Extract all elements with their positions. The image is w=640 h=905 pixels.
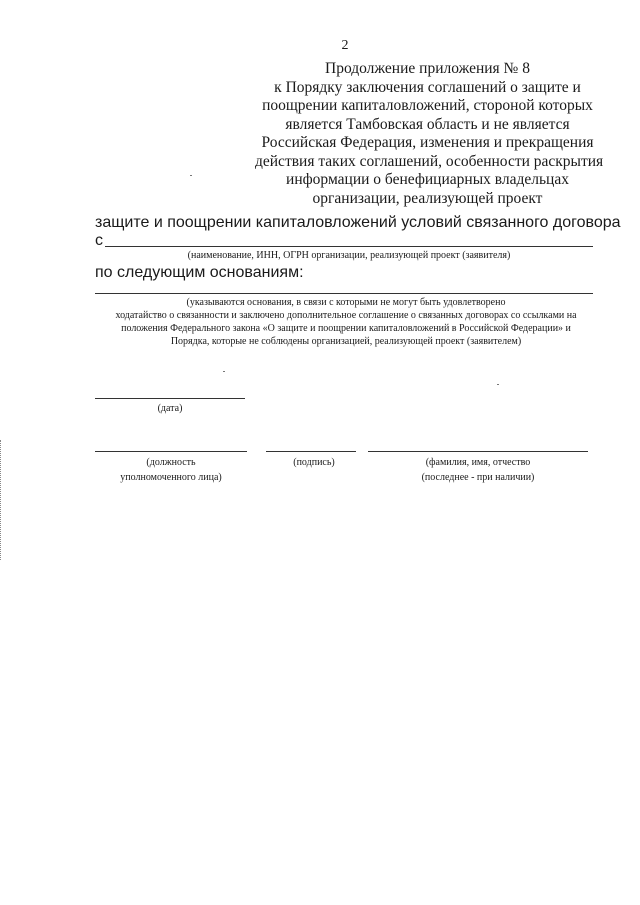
reasons-caption-line: Порядка, которые не соблюдены организацией, реализующей проект (заявителем) bbox=[170, 336, 522, 347]
body-text-line: защите и поощрении капиталовложений условий связанного договора bbox=[95, 214, 621, 231]
appendix-header-line: поощрении капиталовложений, стороной которых bbox=[262, 97, 593, 114]
appendix-header-line: является Тамбовская область и не является bbox=[285, 115, 570, 133]
name-caption bbox=[368, 455, 588, 485]
scan-speck bbox=[190, 175, 192, 176]
appendix-header bbox=[255, 60, 604, 208]
appendix-header-line: к Порядку заключения соглашений о защите и bbox=[274, 78, 581, 96]
reasons-caption-line: положения Федерального закона «О защите и поощрении капиталовложений в Российской Федерации» и bbox=[121, 323, 571, 334]
position-caption bbox=[82, 455, 260, 485]
with-prefix: с bbox=[95, 232, 103, 249]
appendix-header-line: Продолжение приложения № 8 bbox=[325, 60, 530, 77]
appendix-header-line: информации о бенефициарных владельцах bbox=[286, 171, 569, 188]
reasons-caption-line: (указываются основания, в связи с которыми не могут быть удовлетворено bbox=[186, 297, 506, 308]
position-fill-line bbox=[95, 451, 247, 452]
reasons-caption bbox=[90, 296, 602, 348]
appendix-header-line: действия таких соглашений, особенности раскрытия bbox=[255, 152, 604, 170]
position-caption-line: (должность bbox=[146, 457, 196, 468]
grounds-fill-line bbox=[95, 293, 593, 294]
name-caption-line: (фамилия, имя, отчество bbox=[425, 457, 531, 468]
applicant-caption: (наименование, ИНН, ОГРН организации, реализующей проект (заявителя) bbox=[187, 250, 511, 261]
scan-speck bbox=[223, 371, 225, 372]
appendix-header-line: Российская Федерация, изменения и прекращения bbox=[261, 134, 594, 151]
scan-speck bbox=[497, 384, 499, 385]
applicant-fill-line bbox=[105, 246, 593, 247]
date-caption: (дата) bbox=[157, 403, 183, 414]
signature-caption: (подпись) bbox=[293, 457, 335, 468]
signature-fill-line bbox=[266, 451, 356, 452]
name-caption-line: (последнее - при наличии) bbox=[421, 472, 535, 483]
date-fill-line bbox=[95, 398, 245, 399]
reasons-caption-line: ходатайство о связанности и заключено дополнительное соглашение о связанных договорах со ссылками на bbox=[115, 310, 577, 321]
position-caption-line: уполномоченного лица) bbox=[120, 472, 222, 483]
scan-edge-marks bbox=[0, 440, 4, 560]
grounds-label: по следующим основаниям: bbox=[95, 264, 304, 281]
appendix-header-line: организации, реализующей проект bbox=[312, 189, 543, 207]
page-number: 2 bbox=[341, 38, 349, 53]
name-fill-line bbox=[368, 451, 588, 452]
